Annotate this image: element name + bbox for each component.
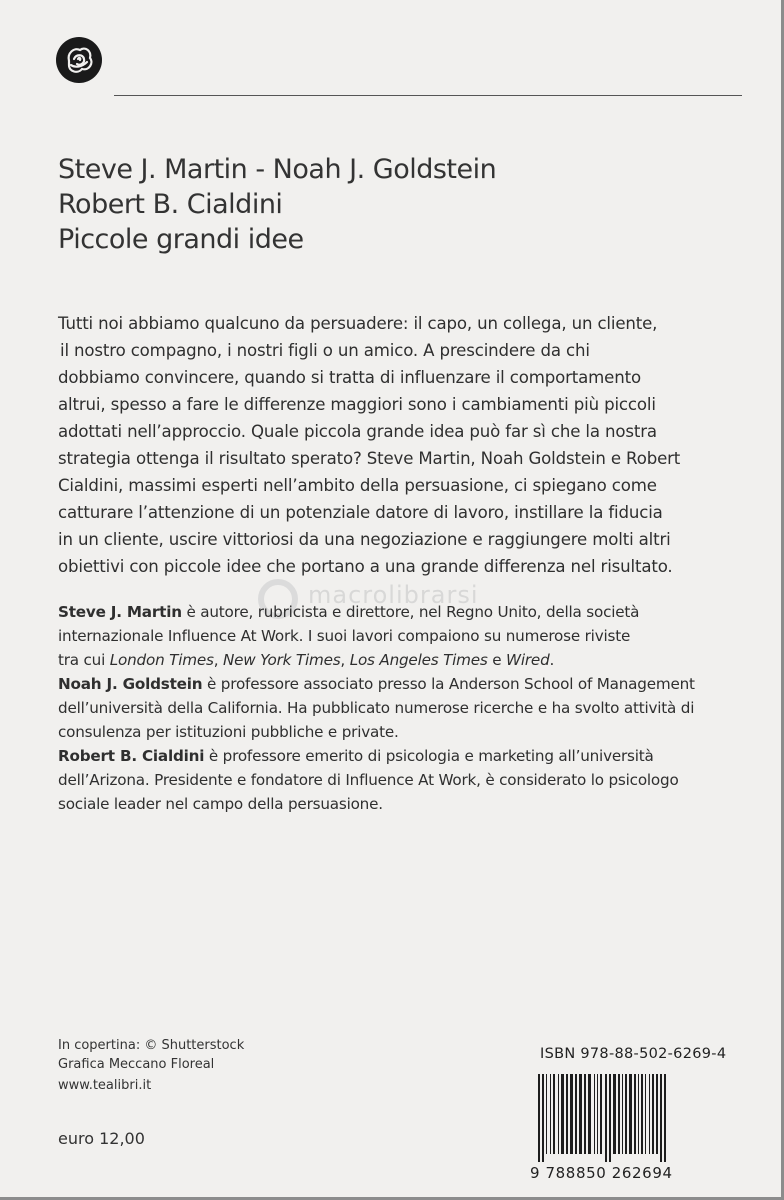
bio-cialdini-line: dell’Arizona. Presidente e fondatore di Influence At Work, è considerato lo psicologo [58, 771, 679, 789]
blurb-line: Cialdini, massimi esperti nell’ambito della persuasione, ci spiegano come [58, 476, 657, 495]
barcode-bar [542, 1074, 544, 1162]
barcode-bar [656, 1074, 658, 1154]
price: euro 12,00 [58, 1129, 145, 1148]
barcode-bar [579, 1074, 582, 1154]
graphics-credit: Grafica Meccano Floreal [58, 1057, 215, 1072]
barcode-bar [566, 1074, 568, 1154]
barcode-bar [638, 1074, 639, 1154]
barcode-bar [570, 1074, 573, 1154]
isbn: ISBN 978-88-502-6269-4 [540, 1046, 727, 1062]
barcode-bar [597, 1074, 598, 1154]
blurb-line: strategia ottenga il risultato sperato? Steve Martin, Noah Goldstein e Robert [58, 449, 681, 468]
barcode-bar [594, 1074, 595, 1154]
watermark-text: macrolibrarsi [308, 581, 479, 609]
rose-icon [56, 37, 102, 83]
barcode-bar [649, 1074, 650, 1154]
bio-goldstein-line: dell’università della California. Ha pubblicato numerose ricerche e ha svolto attività di [58, 699, 695, 717]
bio-martin-line: Steve J. Martin è autore, rubricista e direttore, nel Regno Unito, della società [58, 603, 640, 621]
barcode-bar [588, 1074, 591, 1154]
authors-line-2: Robert B. Cialdini [58, 189, 283, 220]
barcode-bar [613, 1074, 616, 1154]
publisher-website: www.tealibri.it [58, 1078, 152, 1093]
blurb-line: catturare l’attenzione di un potenziale datore di lavoro, instillare la fiducia [58, 503, 663, 522]
blurb-line: dobbiamo convincere, quando si tratta di influenzare il comportamento [58, 368, 641, 387]
barcode-bar [600, 1074, 602, 1154]
barcode-bar [645, 1074, 646, 1154]
bio-name: Robert B. Cialdini [58, 747, 205, 765]
barcode-bar [575, 1074, 577, 1154]
barcode-bar [629, 1074, 632, 1154]
blurb-line: in un cliente, uscire vittoriosi da una negoziazione e raggiungere molti altri [58, 530, 671, 549]
blurb [58, 310, 748, 580]
barcode-bar [584, 1074, 586, 1154]
barcode-bar [546, 1074, 547, 1154]
bio-martin-line: internazionale Influence At Work. I suoi lavori compaiono su numerose riviste [58, 627, 631, 645]
barcode-bar [622, 1074, 623, 1154]
author-bios [58, 600, 748, 816]
barcode-bar [660, 1074, 662, 1162]
barcode-bar [605, 1074, 607, 1162]
book-title: Piccole grandi idee [58, 224, 304, 255]
blurb-line: Tutti noi abbiamo qualcuno da persuadere: il capo, un collega, un cliente, [58, 314, 658, 333]
barcode-bar [609, 1074, 611, 1162]
barcode-bar [618, 1074, 620, 1154]
barcode-bar [652, 1074, 654, 1154]
barcode-bar [634, 1074, 636, 1154]
barcode-bar [664, 1074, 666, 1162]
barcode-bar [538, 1074, 540, 1162]
bio-martin-line: tra cui London Times, New York Times, Los Angeles Times e Wired. [58, 651, 555, 669]
blurb-line: il nostro compagno, i nostri figli o un amico. A prescindere da chi [60, 341, 590, 360]
barcode-block [530, 1036, 752, 1180]
barcode-bar [550, 1074, 551, 1154]
bio-name: Noah J. Goldstein [58, 675, 203, 693]
cover-credit: In copertina: © Shutterstock [58, 1038, 245, 1053]
blurb-line: obiettivi con piccole idee che portano a una grande differenza nel risultato. [58, 557, 673, 576]
barcode-bar [641, 1074, 643, 1154]
credits [58, 1036, 358, 1074]
bio-cialdini-line: Robert B. Cialdini è professore emerito di psicologia e marketing all’università [58, 747, 654, 765]
barcode-digits: 9 788850 262694 [530, 1164, 673, 1182]
barcode [536, 1074, 748, 1162]
blurb-line: altrui, spesso a fare le differenze maggiori sono i cambiamenti più piccoli [58, 395, 656, 414]
barcode-bar [561, 1074, 564, 1154]
barcode-bar [625, 1074, 627, 1154]
bio-goldstein-line: consulenza per istituzioni pubbliche e private. [58, 723, 399, 741]
bio-cialdini-line: sociale leader nel campo della persuasione. [58, 795, 383, 813]
bio-goldstein-line: Noah J. Goldstein è professore associato presso la Anderson School of Management [58, 675, 695, 693]
header-rule [114, 95, 742, 96]
authors-line-1: Steve J. Martin - Noah J. Goldstein [58, 154, 497, 185]
title-block [58, 152, 738, 257]
barcode-bar [558, 1074, 559, 1154]
bio-name: Steve J. Martin [58, 603, 182, 621]
barcode-bar [553, 1074, 555, 1154]
blurb-line: adottati nell’approccio. Quale piccola grande idea può far sì che la nostra [58, 422, 657, 441]
